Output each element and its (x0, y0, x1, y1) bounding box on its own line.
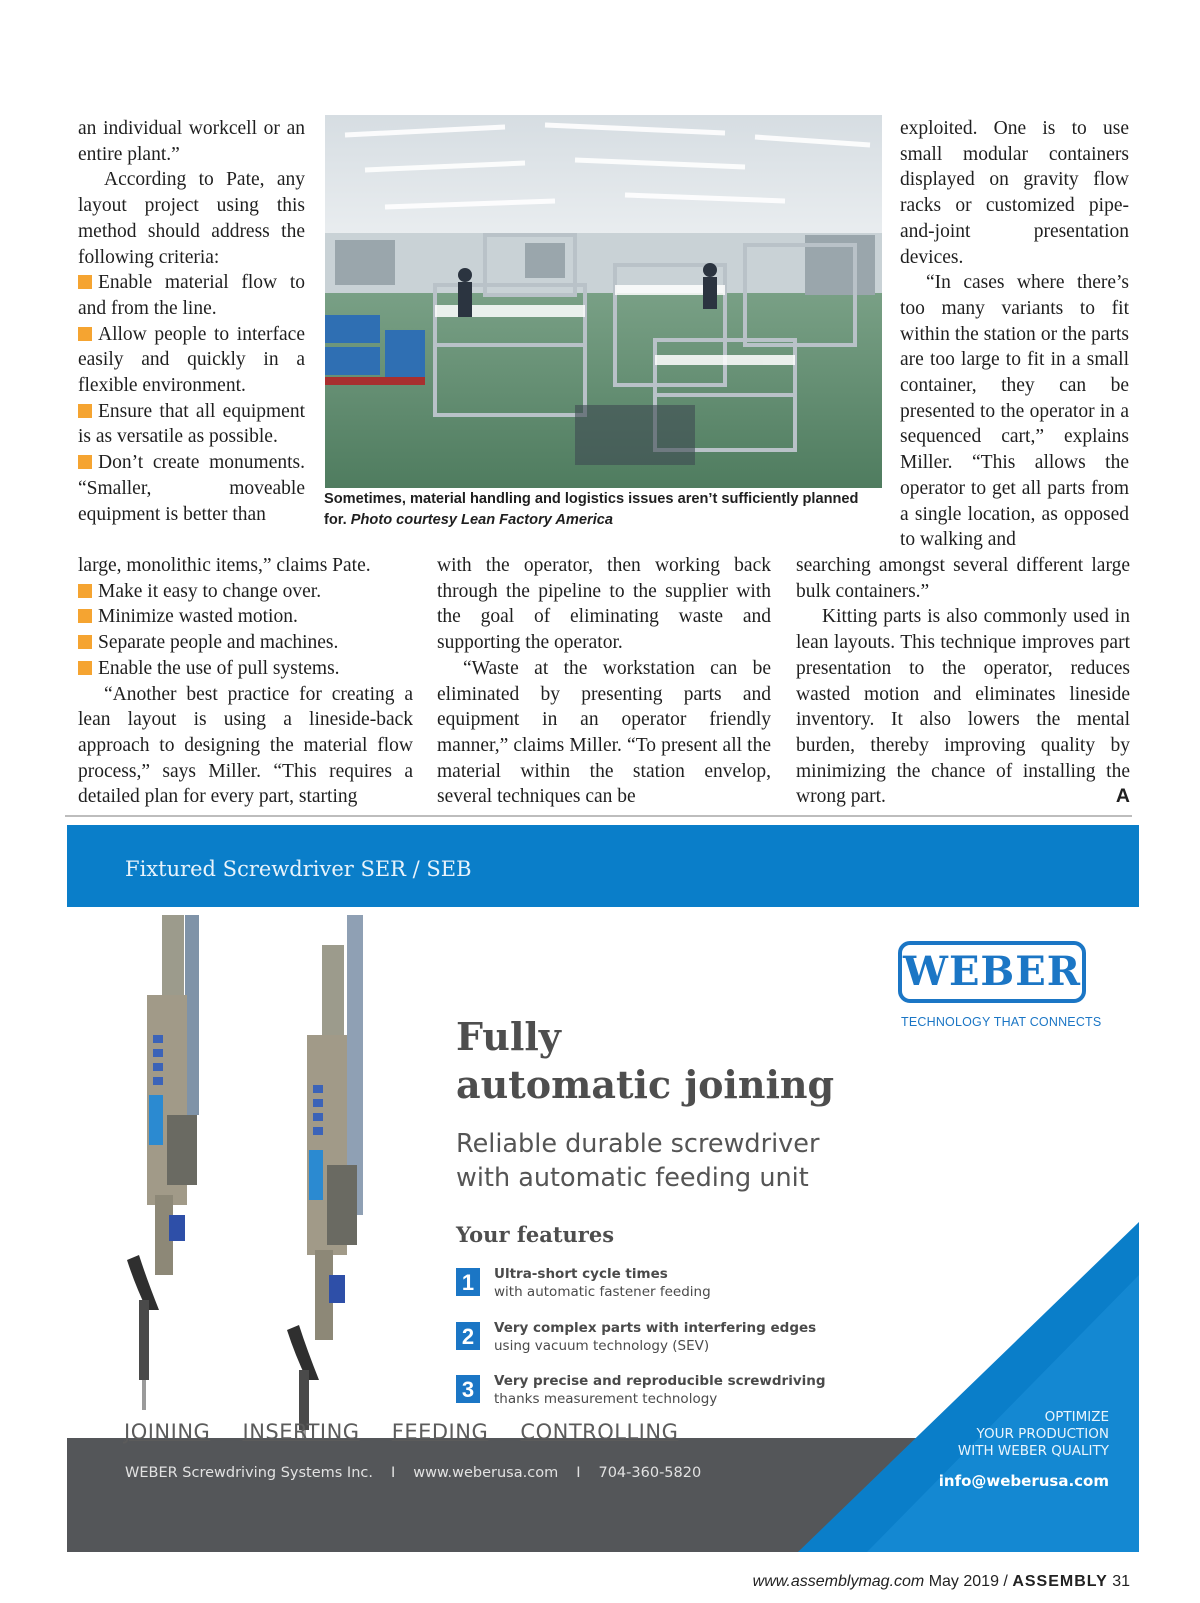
bullet-text: Minimize wasted motion. (98, 606, 298, 628)
subheadline-line: Reliable durable screwdriver (456, 1129, 820, 1159)
headline-line: Fully (456, 1014, 561, 1059)
company-phone: 704-360-5820 (598, 1465, 702, 1481)
bullet-item (78, 604, 413, 630)
bullet-text: Separate people and machines. (98, 632, 339, 654)
bullet-square-icon (78, 455, 92, 469)
article-column-3-top (900, 116, 1129, 553)
article-column-3-bottom (796, 553, 1130, 810)
feature-detail: using vacuum technology (SEV) (494, 1338, 710, 1354)
slogan-line: OPTIMIZE (1044, 1409, 1109, 1425)
paragraph: exploited. One is to use small modular containers displayed on gravity flow racks or customized pipe-and-joint presentation devices. (900, 118, 1129, 268)
photo-caption (324, 489, 884, 531)
bullet-square-icon (78, 609, 92, 623)
bullet-item (78, 630, 413, 656)
weber-logo-text: WEBER (903, 948, 1081, 995)
company-url-link[interactable]: www.weberusa.com (413, 1465, 559, 1481)
issue-date: May 2019 / (928, 1573, 1008, 1590)
magazine-url-link[interactable]: www.assemblymag.com (752, 1573, 925, 1590)
bullet-item (78, 656, 413, 682)
paragraph: According to Pate, any layout project using this method should address the following criteria: (78, 169, 305, 268)
bullet-item (78, 322, 305, 399)
category-joining: JOINING (124, 1420, 211, 1444)
paragraph: “In cases where there’s too many variants to fit within the station or the parts are too large to fit in a small container, they can be presented to the operator in a sequenced cart,” explains Miller. “This allows the operator to get all parts from a single location, as opposed to walking and (900, 272, 1129, 551)
paragraph: “Another best practice for creating a lean layout is using a lineside-back approach to designing the material flow process,” says Miller. “This requires a detailed plan for every part, starting (78, 683, 413, 808)
feature-title: Ultra-short cycle times (494, 1266, 668, 1282)
bullet-item (78, 399, 305, 450)
page-footer (753, 1573, 1130, 1591)
article-column-2 (437, 553, 771, 810)
feature-detail: with automatic fastener feeding (494, 1284, 711, 1300)
photo-credit: Photo courtesy Lean Factory America (350, 512, 613, 528)
weber-advertisement[interactable] (67, 825, 1139, 1552)
headline-line: automatic joining (456, 1062, 835, 1107)
bullet-text: Make it easy to change over. (98, 580, 322, 602)
feature-detail: thanks measurement technology (494, 1391, 718, 1407)
bullet-text: Ensure that all equipment is as versatile as possible. (78, 400, 305, 448)
bullet-text: Enable the use of pull systems. (98, 657, 340, 679)
magazine-name: ASSEMBLY (1012, 1573, 1108, 1590)
end-of-story-mark: A (1115, 785, 1130, 808)
bullet-item (78, 270, 305, 321)
company-name: WEBER Screwdriving Systems Inc. (125, 1465, 373, 1481)
bullet-square-icon (78, 635, 92, 649)
slogan-line: WITH WEBER QUALITY (957, 1443, 1109, 1459)
bullet-square-icon (78, 327, 92, 341)
category-feeding: FEEDING (391, 1420, 489, 1444)
bullet-continuation: large, monolithic items,” claims Pate. (78, 555, 371, 576)
logo-tagline: TECHNOLOGY THAT CONNECTS (901, 1015, 1102, 1029)
paragraph: with the operator, then working back through the pipeline to the supplier with the goal of eliminating waste and supporting the operator. (437, 555, 771, 654)
paragraph: an individual workcell or an entire plant.” (78, 118, 305, 165)
feature-number: 3 (456, 1375, 480, 1403)
bullet-square-icon (78, 404, 92, 418)
ad-header-title: Fixtured Screwdriver SER / SEB (125, 857, 472, 881)
page-number: 31 (1112, 1573, 1130, 1590)
article-column-1-top (78, 116, 305, 527)
bullet-square-icon (78, 584, 92, 598)
separator: I (390, 1465, 396, 1481)
slogan-line: YOUR PRODUCTION (976, 1426, 1109, 1442)
article-column-1-bottom (78, 553, 413, 810)
caption-text: Sometimes, material handling and logistics issues aren’t sufficiently planned for. (324, 491, 859, 528)
subheadline-line: with automatic feeding unit (456, 1163, 809, 1193)
bullet-text: Allow people to interface easily and quickly in a flexible environment. (78, 323, 305, 397)
factory-floor-photo (325, 115, 882, 488)
feature-number: 1 (456, 1268, 480, 1296)
feature-title: Very precise and reproducible screwdriving (494, 1373, 826, 1389)
paragraph-text: Kitting parts is also commonly used in lean layouts. This technique improves part presentation to the operator, reduces wasted motion and eliminates lineside inventory. It also lowers the mental burden, thereby improving quality by minimizing the chance of installing the wrong part. (796, 606, 1130, 808)
bullet-item (78, 450, 305, 527)
bullet-square-icon (78, 275, 92, 289)
bullet-text: Enable material flow to and from the line. (78, 272, 305, 319)
feature-title: Very complex parts with interfering edges (494, 1320, 817, 1336)
category-inserting: INSERTING (242, 1420, 360, 1444)
feature-number: 2 (456, 1322, 480, 1350)
ad-email-link[interactable]: info@weberusa.com (938, 1472, 1109, 1490)
category-controlling: CONTROLLING (520, 1420, 679, 1444)
paragraph: searching amongst several different large bulk containers.” (796, 555, 1130, 602)
paragraph (796, 604, 1130, 810)
features-title: Your features (456, 1222, 615, 1247)
bullet-square-icon (78, 661, 92, 675)
section-divider (65, 815, 1132, 817)
paragraph: “Waste at the workstation can be eliminated by presenting parts and equipment in an operator friendly manner,” claims Miller. “To present all the material within the station envelop, several techniques can be (437, 657, 771, 808)
bullet-text: Don’t create monuments. “Smaller, moveable equipment is better than (78, 452, 305, 525)
bullet-item (78, 579, 413, 605)
ad-slogan (958, 1409, 1109, 1460)
separator: I (576, 1465, 581, 1481)
